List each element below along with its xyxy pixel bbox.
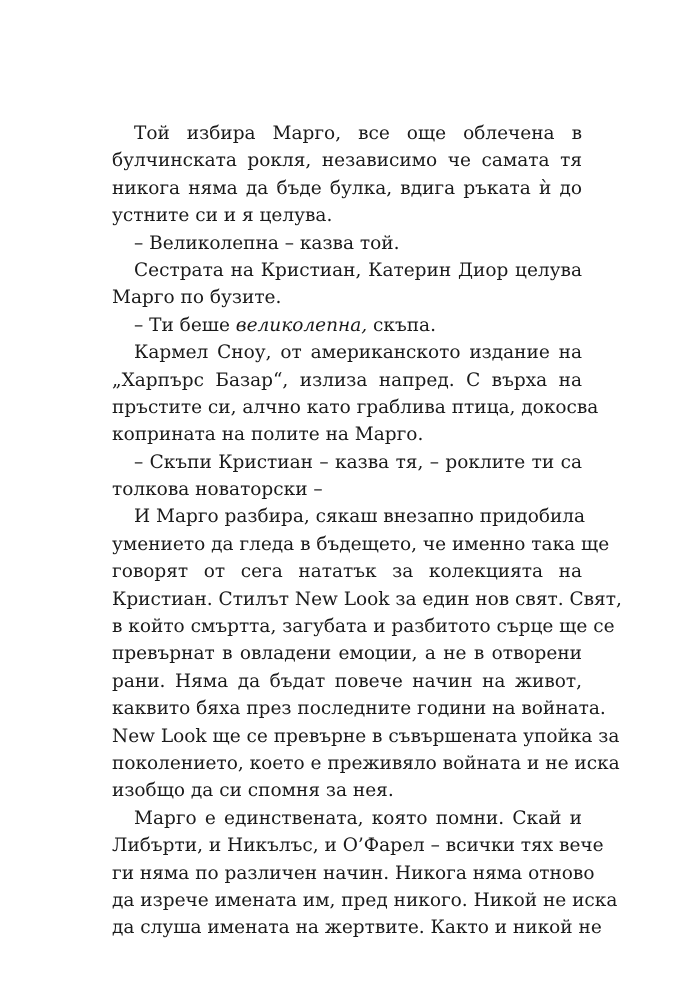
- text-line: Той избира Марго, все още облечена в: [134, 123, 582, 144]
- text-line: New Look ще се превърне в съвършената упойка за: [112, 725, 620, 747]
- text-line: Сестрата на Кристиан, Катерин Диор целува: [134, 259, 582, 281]
- text-line: Марго по бузите.: [112, 287, 282, 309]
- text-line: Кристиан. Стилът New Look за един нов свят. Свят,: [112, 588, 622, 610]
- text-fragment: скъпа.: [367, 314, 436, 336]
- text-line: Либърти, и Никълъс, и О’Фарел – всички тях вече: [112, 835, 604, 857]
- body-text: [112, 120, 622, 942]
- text-line: рани. Няма да бъдат повече начин на живот,: [112, 670, 582, 692]
- text-line: толкова новаторски –: [112, 479, 323, 501]
- text-line: устните си и я целува.: [112, 205, 333, 227]
- text-line: – Великолепна – казва той.: [134, 232, 400, 254]
- text-line: в който смъртта, загубата и разбитото сърце ще се: [112, 616, 615, 638]
- text-line: И Марго разбира, сякаш внезапно придобила: [134, 506, 586, 528]
- text-line: [112, 312, 582, 339]
- text-line: да изрече имената им, пред никого. Никой не иска: [112, 889, 618, 911]
- text-line: никога няма да бъде булка, вдига ръката ѝ до: [112, 177, 582, 199]
- text-line: да слуша имената на жертвите. Както и никой не: [112, 917, 602, 939]
- text-line: изобщо да си спомня за нея.: [112, 780, 394, 802]
- text-line: говорят от сега нататък за колекцията на: [112, 561, 582, 583]
- text-fragment: – Ти беше: [134, 314, 236, 336]
- text-line: коприната на полите на Марго.: [112, 424, 424, 446]
- text-line: умението да гледа в бъдещето, че именно така ще: [112, 533, 610, 555]
- text-line: ги няма по различен начин. Никога няма отново: [112, 862, 595, 884]
- text-line: – Скъпи Кристиан – казва тя, – роклите ти са: [134, 451, 582, 473]
- text-line: пръстите си, алчно като граблива птица, докосва: [112, 396, 599, 418]
- text-line: Марго е единствената, която помни. Скай и: [134, 807, 582, 829]
- text-line: булчинската рокля, независимо че самата тя: [112, 150, 582, 172]
- text-line: превърнат в овладени емоции, а не в отворени: [112, 643, 582, 665]
- text-line: Кармел Сноу, от американското издание на: [134, 342, 582, 364]
- italic-word: великолепна,: [235, 314, 368, 336]
- text-line: каквито бяха през последните години на войната.: [112, 698, 606, 720]
- text-line: „Харпърс Базар“, излиза напред. С върха на: [112, 369, 582, 391]
- text-line: поколението, което е преживяло войната и не иска: [112, 752, 620, 774]
